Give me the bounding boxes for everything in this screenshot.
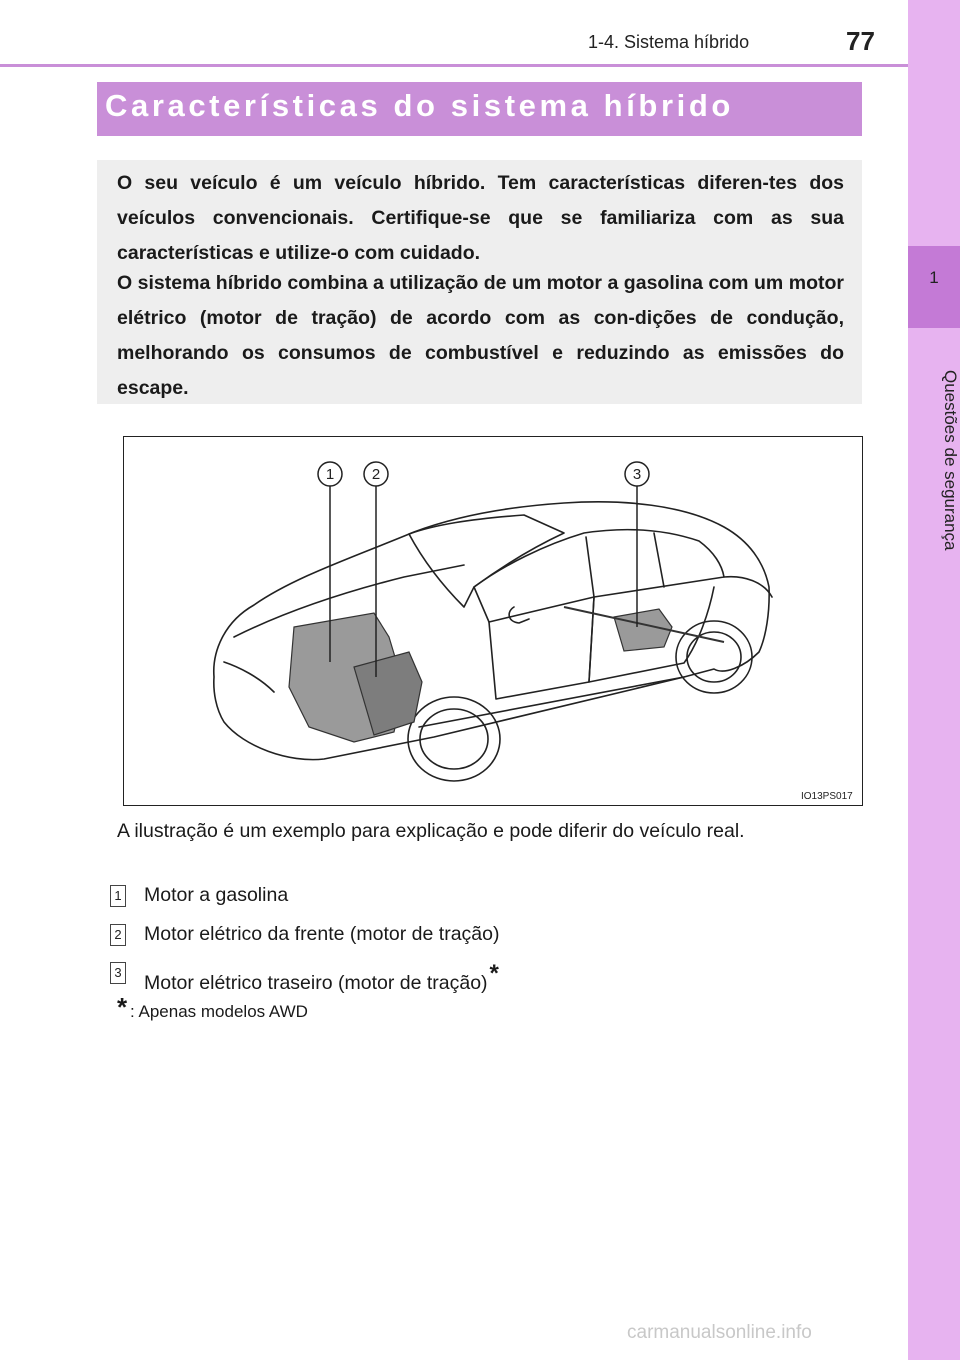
chapter-title-label: Questões de segurança: [941, 369, 960, 551]
watermark: carmanualsonline.info: [627, 1322, 812, 1343]
rear-end: [724, 577, 772, 597]
legend-text-1: Motor a gasolina: [144, 884, 289, 906]
header-section-title: 1-4. Sistema híbrido: [588, 32, 750, 52]
rocker-line: [419, 677, 684, 727]
figure-caption: A ilustração é um exemplo para explicação e pode diferir do veículo real.: [117, 820, 745, 842]
windshield: [409, 515, 564, 607]
section-title: Características do sistema híbrido: [105, 88, 734, 123]
c-pillar: [654, 533, 664, 587]
hybrid-car-drawing: [124, 437, 862, 805]
page-number: 77: [846, 26, 875, 56]
chapter-side-tab: [908, 0, 960, 1360]
intro-paragraph-2: O sistema híbrido combina a utilização de um motor a gasolina com um motor elétrico (motor de tração) de acordo com as con-dições de condução, melhorando os consumos de combustível e reduzindo as emissões do escape.: [117, 272, 844, 399]
callout-label-3: 3: [632, 466, 642, 483]
footnote-marker: *: [117, 992, 128, 1022]
footnote-text: : Apenas modelos AWD: [130, 1002, 308, 1021]
header-divider: [0, 64, 908, 67]
chapter-number: 1: [929, 268, 939, 287]
figure-code: IO13PS017: [801, 791, 853, 802]
legend-number-2: 2: [110, 924, 126, 946]
vehicle-illustration: [123, 436, 863, 806]
awd-footnote-marker: *: [489, 960, 499, 987]
callout-label-1: 1: [325, 466, 335, 483]
legend-item-3: [144, 960, 499, 995]
callout-label-2: 2: [371, 466, 381, 483]
chapter-title-vertical: [908, 340, 960, 580]
rear-motor-shape: [614, 609, 672, 651]
headlight: [224, 662, 274, 692]
front-door: [489, 597, 594, 699]
b-pillar: [586, 537, 594, 597]
legend-number-3: 3: [110, 962, 126, 984]
legend-text-3: Motor elétrico traseiro (motor de tração): [144, 972, 488, 994]
legend-number-1: 1: [110, 885, 126, 907]
intro-paragraph-1: O seu veículo é um veículo híbrido. Tem características diferen-tes dos veículos convencionais. Certifique-se que se familiariza com as sua características e utilize-o com cuidado.: [117, 172, 844, 264]
legend-text-2: Motor elétrico da frente (motor de tração): [144, 923, 500, 945]
